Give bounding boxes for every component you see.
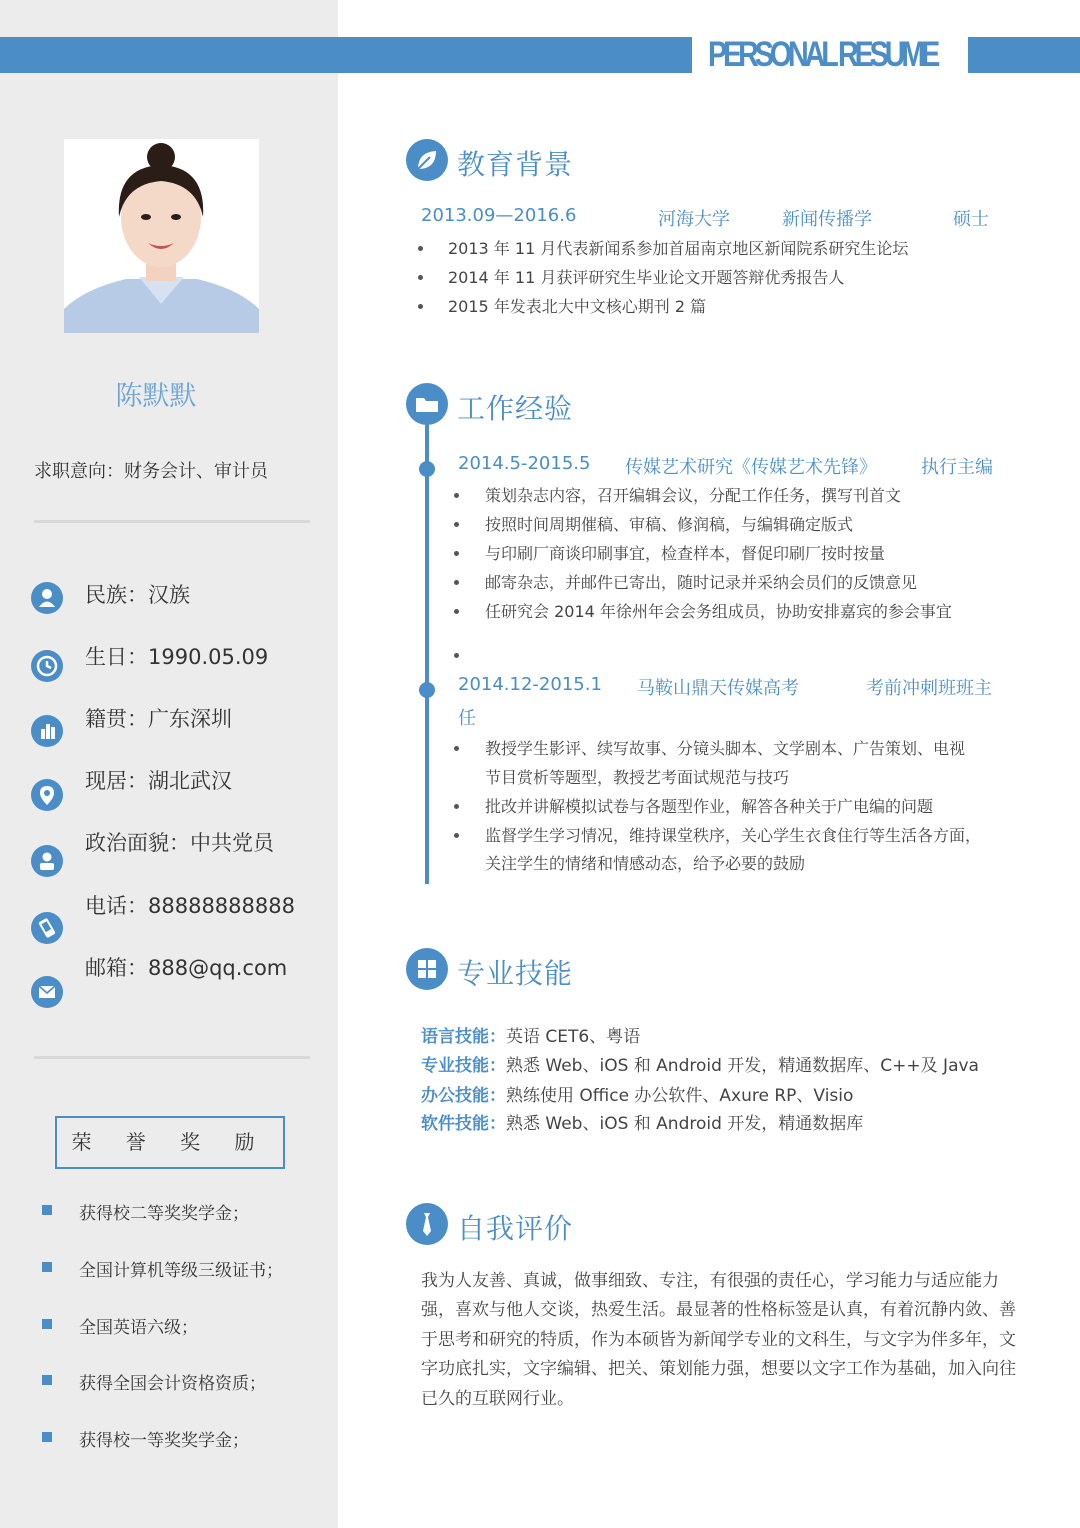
job-intent: 求职意向：财务会计、审计员: [34, 461, 268, 482]
skill-row: [421, 1051, 979, 1076]
job1-item: 任研究会 2014 年徐州年会会务组成员，协助安排嘉宾的参会事宜: [485, 602, 952, 621]
honor-bullet: [42, 1319, 52, 1329]
mail-icon: [31, 976, 63, 1008]
self-eval-text: 我为人友善、真诚，做事细致、专注，有很强的责任心，学习能力与适应能力强，喜欢与他人交谈，热爱生活。最显著的性格标签是认真，有着沉静内敛、善于思考和研究的特质，作为本硕皆为新闻学专业的文科生，与文字为伴多年，文字功底扎实，文字编辑、把关、策划能力强，想要以文字工作为基础，加入向往已久的互联网行业。: [421, 1271, 1016, 1409]
job2-item-cont: 关注学生的情绪和情感动态，给予必要的鼓励: [485, 854, 806, 873]
skills-title: 专业技能: [457, 957, 574, 990]
education-degree: 硕士: [953, 209, 989, 230]
job2-role: 考前冲刺班班主: [866, 678, 992, 699]
timeline-dot: [419, 461, 435, 477]
work-title: 工作经验: [457, 392, 574, 425]
job2-period: 2014.12-2015.1: [458, 674, 602, 695]
honor-item: 获得校一等奖奖学金；: [79, 1431, 249, 1451]
divider: [34, 1056, 310, 1059]
timeline-dot: [419, 682, 435, 698]
skill-value: 熟悉 Web、iOS 和 Android 开发，精通数据库、C++及 Java: [506, 1056, 979, 1076]
header-bar-left: [0, 37, 692, 73]
building-icon: [31, 715, 63, 747]
job2-org: 马鞍山鼎天传媒高考: [637, 678, 799, 699]
job2-item: 教授学生影评、续写故事、分镜头脚本、文学剧本、广告策划、电视: [485, 739, 966, 758]
self-eval-title: 自我评价: [457, 1212, 574, 1245]
location-pin-icon: [31, 779, 63, 811]
skill-row: [421, 1109, 863, 1134]
bullet-dot: [454, 804, 459, 809]
skill-value: 英语 CET6、粤语: [506, 1027, 641, 1047]
skill-label: 软件技能：: [421, 1114, 506, 1134]
education-major: 新闻传播学: [782, 209, 872, 230]
bullet-dot: [454, 522, 459, 527]
user-badge-icon: [31, 845, 63, 877]
tie-icon: [406, 1203, 448, 1245]
skill-value: 熟悉 Web、iOS 和 Android 开发，精通数据库: [506, 1114, 864, 1134]
info-political-status: 政治面貌：中共党员: [85, 831, 274, 855]
job1-item: 邮寄杂志，并邮件已寄出，随时记录并采纳会员们的反馈意见: [485, 573, 918, 592]
clock-icon: [31, 650, 63, 682]
skill-label: 办公技能：: [421, 1086, 506, 1106]
honor-bullet: [42, 1432, 52, 1442]
resume-title: PERSONAL RESUME: [708, 35, 937, 74]
education-period: 2013.09—2016.6: [421, 205, 577, 226]
bullet-dot: [454, 493, 459, 498]
info-ethnicity: 民族：汉族: [85, 583, 190, 607]
job1-period: 2014.5-2015.5: [458, 453, 591, 474]
job1-org: 传媒艺术研究《传媒艺术先锋》: [625, 457, 877, 478]
bullet-dot: [454, 653, 459, 658]
education-item: 2013 年 11 月代表新闻系参加首届南京地区新闻院系研究生论坛: [448, 239, 909, 258]
skill-label: 语言技能：: [421, 1027, 506, 1047]
info-residence: 现居：湖北武汉: [85, 769, 232, 793]
timeline-line: [425, 420, 429, 884]
bullet-dot: [418, 275, 423, 280]
education-title: 教育背景: [457, 148, 574, 181]
windows-icon: [406, 948, 448, 990]
education-school: 河海大学: [658, 209, 730, 230]
phone-icon: [31, 912, 63, 944]
info-email: 邮箱：888@qq.com: [85, 956, 288, 980]
honor-bullet: [42, 1375, 52, 1385]
job1-role: 执行主编: [921, 457, 993, 478]
job2-item: 批改并讲解模拟试卷与各题型作业，解答各种关于广电编的问题: [485, 797, 934, 816]
bullet-dot: [418, 246, 423, 251]
bullet-dot: [454, 551, 459, 556]
job1-item: 策划杂志内容，召开编辑会议，分配工作任务，撰写刊首文: [485, 486, 902, 505]
bullet-dot: [454, 833, 459, 838]
skill-label: 专业技能：: [421, 1056, 506, 1076]
folder-icon: [406, 383, 448, 425]
bullet-dot: [454, 609, 459, 614]
info-hometown: 籍贯：广东深圳: [85, 707, 232, 731]
honors-title: 荣 誉 奖 励: [55, 1116, 285, 1169]
bullet-dot: [418, 304, 423, 309]
job2-item: 监督学生学习情况，维持课堂秩序，关心学生衣食住行等生活各方面，: [485, 826, 982, 845]
honor-bullet: [42, 1205, 52, 1215]
info-phone: 电话：88888888888: [85, 894, 295, 918]
education-item: 2014 年 11 月获评研究生毕业论文开题答辩优秀报告人: [448, 268, 845, 287]
honor-bullet: [42, 1262, 52, 1272]
person-icon: [31, 582, 63, 614]
header-bar-right: [968, 37, 1080, 73]
skill-value: 熟练使用 Office 办公软件、Axure RP、Visio: [506, 1086, 854, 1106]
honor-item: 获得全国会计资格资质；: [79, 1374, 266, 1394]
job2-role-cont: 任: [458, 708, 476, 729]
skill-row: [421, 1022, 640, 1047]
info-birthday: 生日：1990.05.09: [85, 645, 269, 669]
job1-item: 与印刷厂商谈印刷事宜，检查样本，督促印刷厂按时按量: [485, 544, 886, 563]
divider: [34, 520, 310, 523]
profile-photo: [64, 139, 259, 333]
bullet-dot: [454, 746, 459, 751]
honor-item: 全国英语六级；: [79, 1318, 198, 1338]
honor-item: 全国计算机等级三级证书；: [79, 1261, 283, 1281]
job1-item: 按照时间周期催稿、审稿、修润稿，与编辑确定版式: [485, 515, 854, 534]
profile-name: 陈默默: [115, 381, 197, 412]
bullet-dot: [454, 580, 459, 585]
skill-row: [421, 1081, 853, 1106]
leaf-icon: [406, 139, 448, 181]
education-item: 2015 年发表北大中文核心期刊 2 篇: [448, 297, 707, 316]
job2-item-cont: 节目赏析等题型，教授艺考面试规范与技巧: [485, 768, 790, 787]
honor-item: 获得校二等奖奖学金；: [79, 1204, 249, 1224]
